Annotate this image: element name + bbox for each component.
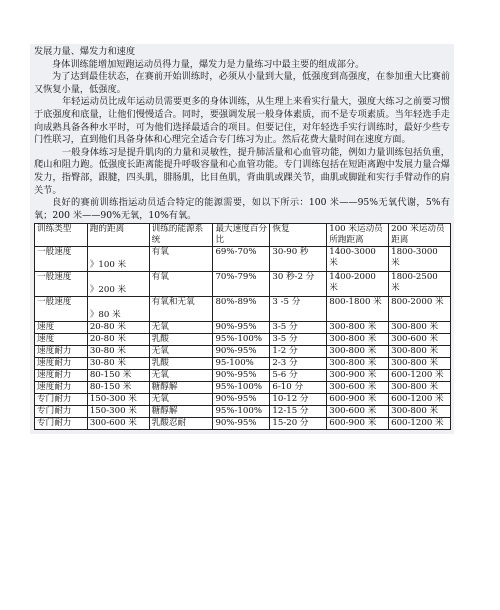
table-row <box>35 272 451 297</box>
table-header: 训练类型 <box>35 224 88 247</box>
table-cell: 600-1200 米 <box>389 370 451 382</box>
paragraph-4: 一般身体练习是提升肌肉的力量和灵敏性，提升肺活量和心血管功能，例如力量训练包括负重，爬山和阻力跑。低强度长距离能提升呼吸容量和心血管功能。专门训练包括在短距离跑中发展力量合爆发力，指臀部，跟腱，四头肌，腓肠肌，比目鱼肌，背曲肌或踝关节，曲肌或脚趾和实行手臂动作的肩关节。 <box>34 146 450 196</box>
table-cell: 69%-70% <box>213 247 270 272</box>
table-cell: 300-800 米 <box>327 322 389 334</box>
table-cell: 90%-95% <box>213 370 270 382</box>
table-cell: 专门耐力 <box>35 394 88 406</box>
table-header: 恢复 <box>270 224 327 247</box>
table-cell: 300-800 米 <box>327 346 389 358</box>
table-cell: 》80 米 <box>87 297 149 322</box>
table-cell: 150-300 米 <box>87 406 149 418</box>
table-cell: 一般速度 <box>35 247 88 272</box>
table-cell: 3-5 分 <box>270 334 327 346</box>
table-cell: 300-800 米 <box>389 406 451 418</box>
table-cell: 糖醇解 <box>149 382 213 394</box>
table-cell: 1400-3000 米 <box>327 247 389 272</box>
table-row <box>35 418 451 430</box>
table-cell: 乳酸忍耐 <box>149 418 213 430</box>
table-cell: 一般速度 <box>35 272 88 297</box>
table-cell: 速度耐力 <box>35 346 88 358</box>
table-cell: 有氧和无氧 <box>149 297 213 322</box>
table-cell: 1-2 分 <box>270 346 327 358</box>
table-cell: 300-800 米 <box>389 358 451 370</box>
table-cell: 无氧 <box>149 346 213 358</box>
table-cell: 300-800 米 <box>389 346 451 358</box>
table-cell: 5-6 分 <box>270 370 327 382</box>
table-cell: 12-15 分 <box>270 406 327 418</box>
table-cell: 1800-2500 米 <box>389 272 451 297</box>
table-cell: 90%-95% <box>213 418 270 430</box>
table-cell: 70%-79% <box>213 272 270 297</box>
table-cell: 乳酸 <box>149 358 213 370</box>
table-cell: 300-800 米 <box>389 382 451 394</box>
table-cell: 20-80 米 <box>87 334 149 346</box>
table-cell: 90%-95% <box>213 346 270 358</box>
table-row <box>35 334 451 346</box>
table-cell: 80-150 米 <box>87 370 149 382</box>
table-cell: 无氧 <box>149 370 213 382</box>
table-cell: 15-20 分 <box>270 418 327 430</box>
table-cell: 600-900 米 <box>327 418 389 430</box>
table-cell: 95-100% <box>213 358 270 370</box>
table-cell: 一般速度 <box>35 297 88 322</box>
table-cell: 10-12 分 <box>270 394 327 406</box>
table-cell: 30-90 秒 <box>270 247 327 272</box>
table-cell: 》200 米 <box>87 272 149 297</box>
table-cell: 300-600 米 <box>327 406 389 418</box>
table-cell: 800-1800 米 <box>327 297 389 322</box>
table-cell: 95%-100% <box>213 406 270 418</box>
table-cell: 30-80 米 <box>87 346 149 358</box>
table-cell: 80-150 米 <box>87 382 149 394</box>
table-cell: 20-80 米 <box>87 322 149 334</box>
table-row <box>35 247 451 272</box>
table-cell: 95%-100% <box>213 382 270 394</box>
table-row <box>35 382 451 394</box>
table-header: 200 米运动员距离 <box>389 224 451 247</box>
table-row <box>35 394 451 406</box>
table-cell: 3-5 分 <box>270 322 327 334</box>
table-cell: 800-2000 米 <box>389 297 451 322</box>
table-cell: 150-300 米 <box>87 394 149 406</box>
table-row <box>35 297 451 322</box>
table-cell: 乳酸 <box>149 334 213 346</box>
table-cell: 90%-95% <box>213 322 270 334</box>
table-cell: 专门耐力 <box>35 406 88 418</box>
paragraph-2: 为了达到最佳状态，在赛前开始训练时，必须从小量到大量，低强度到高强度，在参加重大比赛前又恢复小量，低强度。 <box>34 71 450 95</box>
table-cell: 30 秒-2 分 <box>270 272 327 297</box>
table-cell: 1400-2000 米 <box>327 272 389 297</box>
table-cell: 600-1200 米 <box>389 394 451 406</box>
table-cell: 300-600 米 <box>87 418 149 430</box>
table-cell: 》100 米 <box>87 247 149 272</box>
table-cell: 95%-100% <box>213 334 270 346</box>
table-cell: 300-800 米 <box>327 334 389 346</box>
table-header: 训练的能源系统 <box>149 224 213 247</box>
table-cell: 600-1200 米 <box>389 418 451 430</box>
table-row <box>35 322 451 334</box>
training-table <box>34 223 451 430</box>
table-cell: 专门耐力 <box>35 418 88 430</box>
table-header: 最大速度百分比 <box>213 224 270 247</box>
table-cell: 有氧 <box>149 272 213 297</box>
table-row <box>35 406 451 418</box>
table-row <box>35 346 451 358</box>
table-cell: 30-80 米 <box>87 358 149 370</box>
table-cell: 有氧 <box>149 247 213 272</box>
section-title: 发展力量、爆发力和速度 <box>34 46 136 57</box>
paragraph-5: 良好的赛前训练指运动员适合特定的能源需要，如以下所示：100 米——95%无氧代谢，5%有氧；200 米——90%无氧，10%有氧。 <box>34 197 450 221</box>
table-cell: 速度 <box>35 322 88 334</box>
table-cell: 无氧 <box>149 394 213 406</box>
table-header-row <box>35 224 451 247</box>
table-cell: 300-900 米 <box>327 370 389 382</box>
table-cell: 300-600 米 <box>327 382 389 394</box>
table-cell: 3 -5 分 <box>270 297 327 322</box>
paragraph-3: 年轻运动员比成年运动员需要更多的身体训练，从生理上来看实行量大，强度大练习之前要习惯于底强度和底量，让他们慢慢适合。同时，要强调发展一般身体素质，而不是专项素质。当年轻选手走向成熟具备各种水平时，可为他们选择最适合的项目。但要记住，对年轻选手实行训练时，最好少些专门性联习，直到他们具备身体和心理完全适合专门练习为止。然后花费大量时间在速度方面。 <box>34 96 450 146</box>
table-cell: 速度 <box>35 334 88 346</box>
table-cell: 300-800 米 <box>389 322 451 334</box>
paragraph-1: 身体训练能增加短跑运动员得力量，爆发力是力量练习中最主要的组成部分。 <box>52 58 365 70</box>
table-cell: 速度耐力 <box>35 370 88 382</box>
table-row <box>35 370 451 382</box>
table-cell: 1800-3000 米 <box>389 247 451 272</box>
table-header: 100 米运动员所跑距离 <box>327 224 389 247</box>
table-cell: 无氧 <box>149 322 213 334</box>
document-page <box>30 44 454 434</box>
table-cell: 300-600 米 <box>389 334 451 346</box>
table-cell: 300-800 米 <box>327 358 389 370</box>
table-cell: 600-900 米 <box>327 394 389 406</box>
table-cell: 6-10 分 <box>270 382 327 394</box>
table-row <box>35 358 451 370</box>
table-cell: 2-3 分 <box>270 358 327 370</box>
table-cell: 90%-95% <box>213 394 270 406</box>
table-cell: 速度耐力 <box>35 382 88 394</box>
table-header: 跑的距离 <box>87 224 149 247</box>
table-cell: 糖醇解 <box>149 406 213 418</box>
table-cell: 速度耐力 <box>35 358 88 370</box>
table-cell: 80%-89% <box>213 297 270 322</box>
